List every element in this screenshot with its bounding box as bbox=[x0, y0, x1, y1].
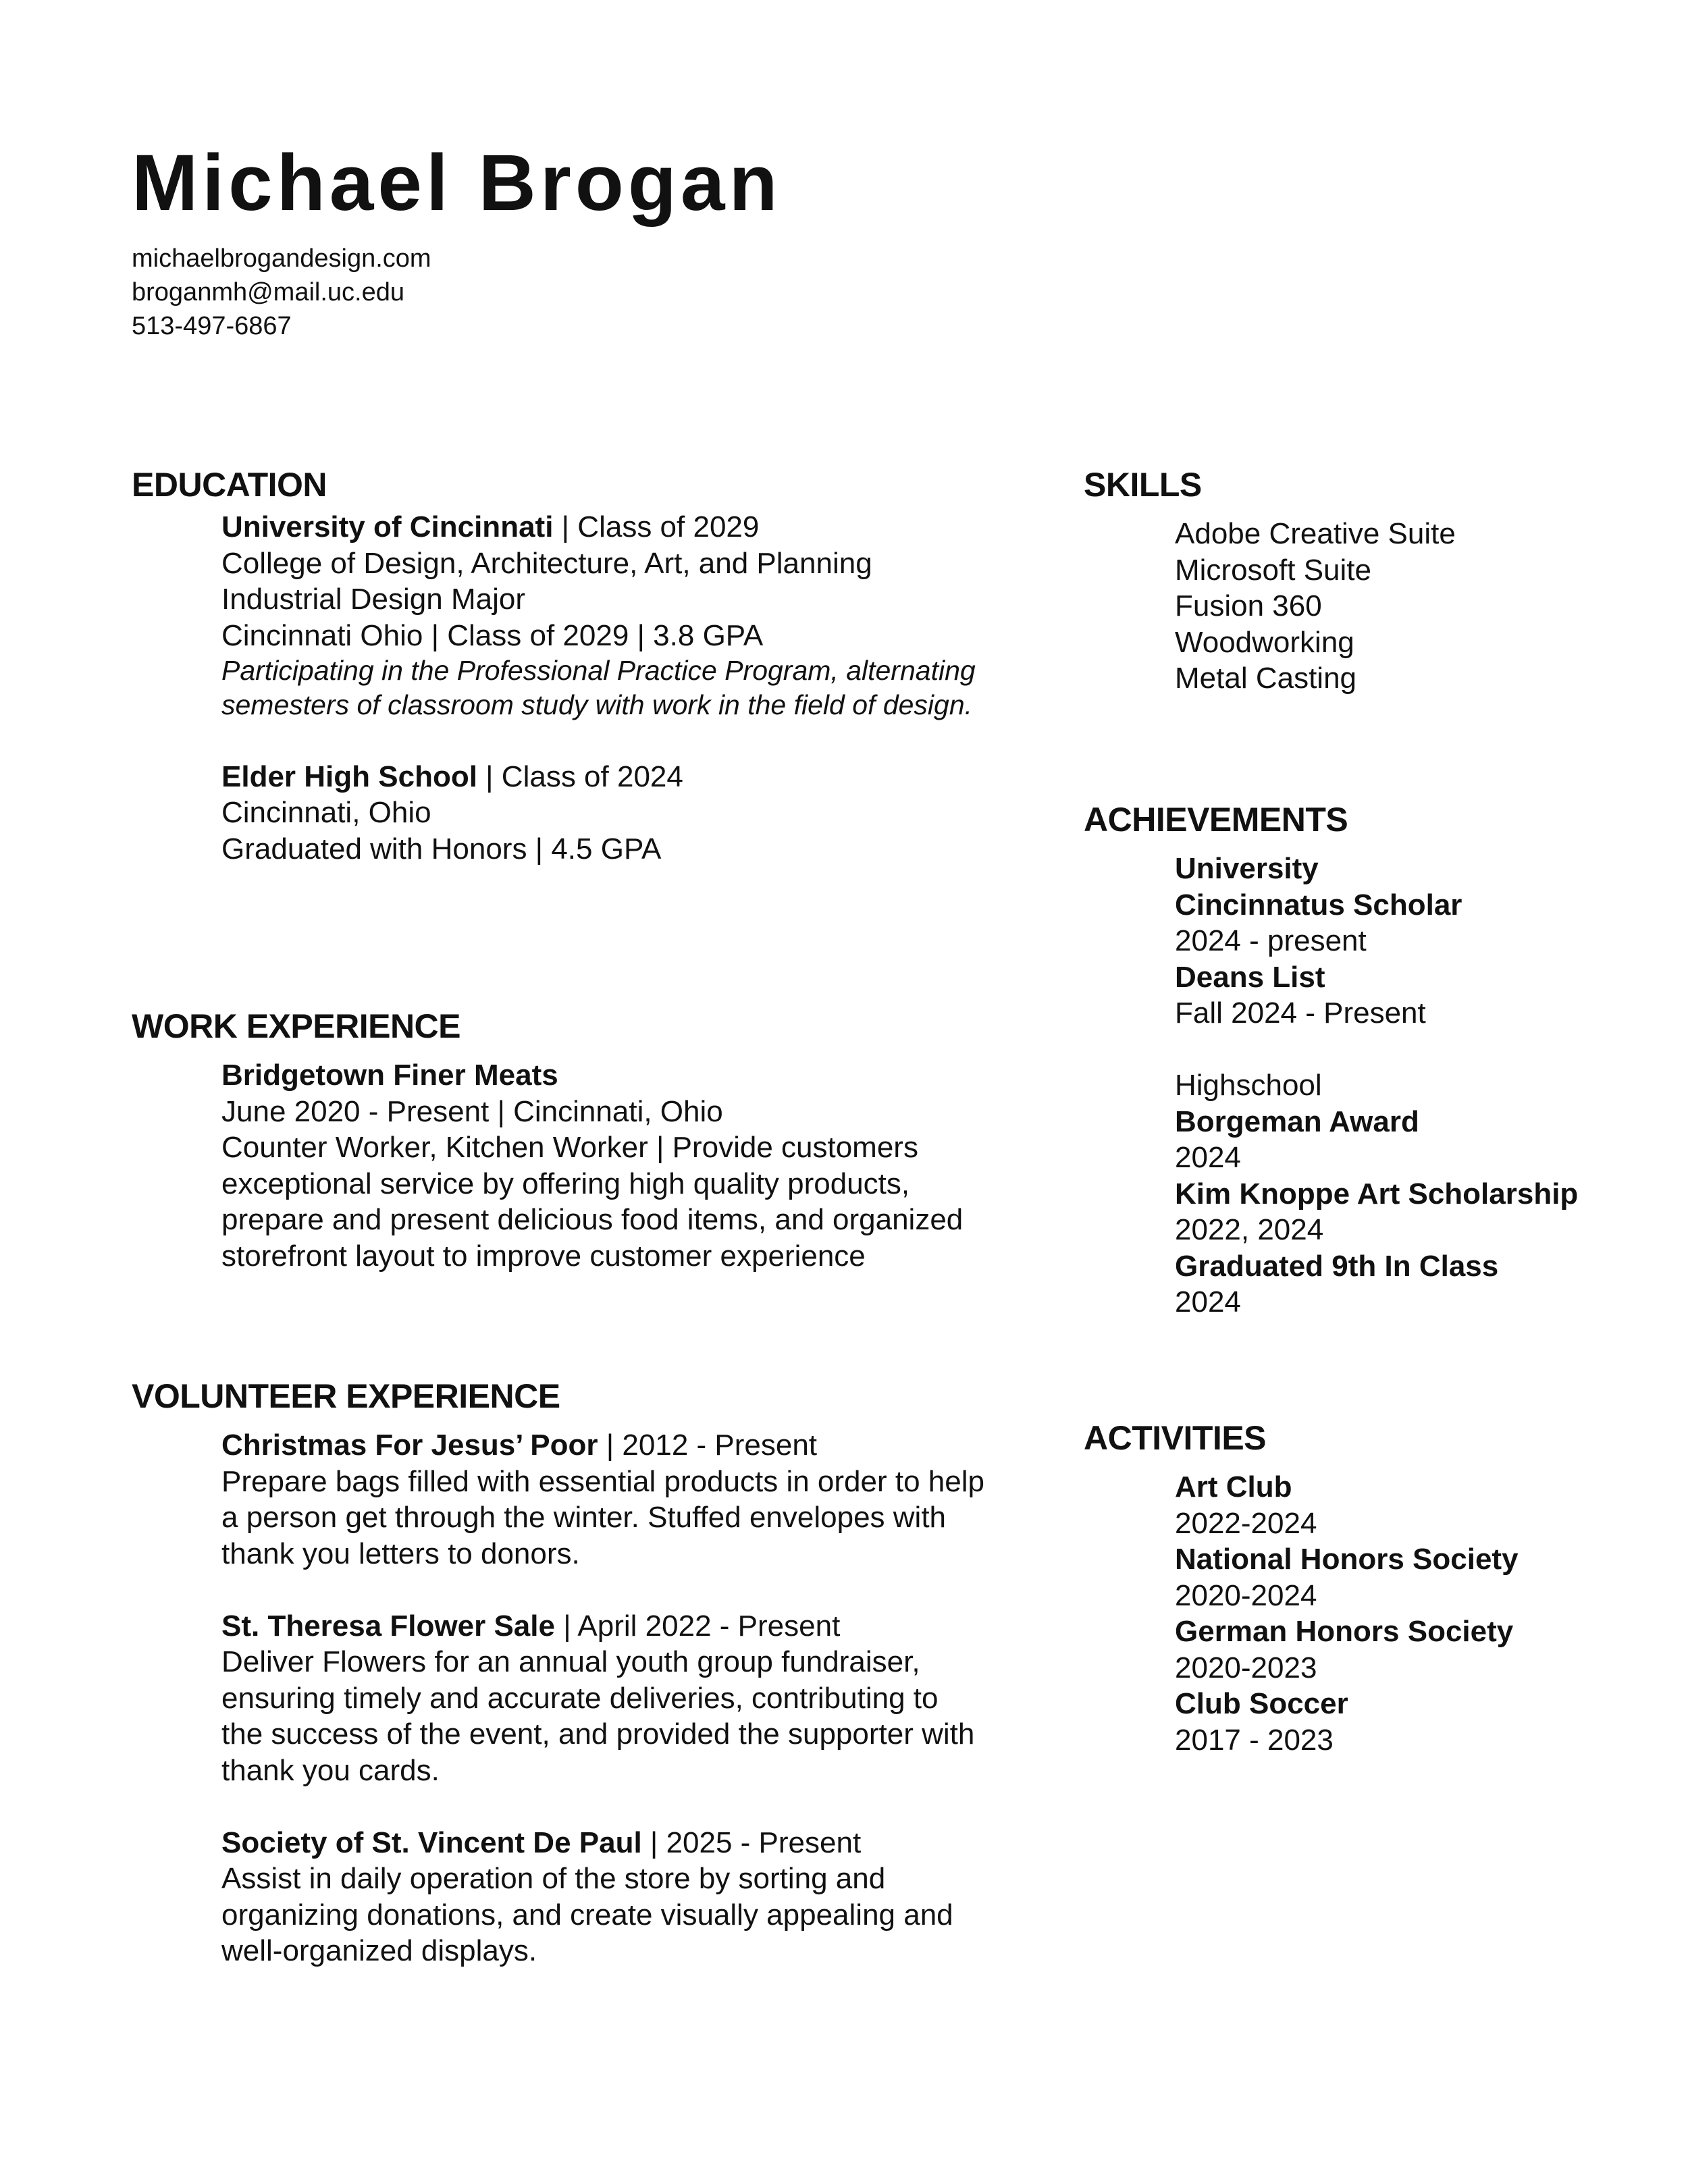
elder-location: Cincinnati, Ohio bbox=[221, 796, 431, 829]
volunteer-org: St. Theresa Flower Sale bbox=[221, 1609, 555, 1643]
achievement-name: Deans List bbox=[1175, 960, 1325, 994]
volunteer-dates: | April 2022 - Present bbox=[554, 1609, 841, 1643]
volunteer-org-line bbox=[221, 1608, 984, 1645]
skill-item: Woodworking bbox=[1175, 625, 1354, 659]
uc-college: College of Design, Architecture, Art, and Planning bbox=[221, 546, 872, 580]
volunteer-desc-line: ensuring timely and accurate deliveries, contributing to bbox=[221, 1681, 939, 1715]
volunteer-org: Christmas For Jesus’ Poor bbox=[221, 1429, 598, 1462]
volunteer-section bbox=[221, 1427, 984, 1969]
achievement-name: Graduated 9th In Class bbox=[1175, 1249, 1499, 1283]
elder-school-name: Elder High School bbox=[221, 760, 477, 793]
activity-name: Art Club bbox=[1175, 1470, 1292, 1503]
volunteer-org-line bbox=[221, 1427, 984, 1464]
education-heading: EDUCATION bbox=[132, 466, 327, 504]
achievements-highschool-heading: Highschool bbox=[1175, 1069, 1322, 1102]
skill-item: Metal Casting bbox=[1175, 662, 1357, 695]
achievement-date: 2024 bbox=[1175, 1141, 1241, 1174]
uc-major: Industrial Design Major bbox=[221, 583, 525, 616]
work-dates: June 2020 - Present | Cincinnati, Ohio bbox=[221, 1094, 723, 1128]
volunteer-desc-line: the success of the event, and provided the supporter with bbox=[221, 1717, 975, 1751]
skill-item: Fusion 360 bbox=[1175, 589, 1322, 622]
volunteer-desc-line: organizing donations, and create visually appealing and bbox=[221, 1898, 953, 1932]
achievement-date: 2024 bbox=[1175, 1285, 1241, 1319]
elder-school-line bbox=[221, 759, 976, 795]
work-desc-line: storefront layout to improve customer experience bbox=[221, 1239, 866, 1273]
uc-class: | Class of 2029 bbox=[553, 510, 760, 543]
volunteer-desc-line: thank you letters to donors. bbox=[221, 1537, 580, 1570]
achievements-section bbox=[1175, 851, 1578, 1321]
volunteer-desc-line: Deliver Flowers for an annual youth group fundraiser, bbox=[221, 1645, 920, 1678]
uc-school-line bbox=[221, 509, 976, 545]
skills-list bbox=[1175, 516, 1456, 697]
work-heading: WORK EXPERIENCE bbox=[132, 1007, 461, 1045]
volunteer-heading: VOLUNTEER EXPERIENCE bbox=[132, 1377, 560, 1415]
achievements-university-heading: University bbox=[1175, 852, 1319, 885]
volunteer-org-line bbox=[221, 1825, 984, 1861]
activity-name: German Honors Society bbox=[1175, 1615, 1514, 1648]
email-link[interactable]: broganmh@mail.uc.edu bbox=[132, 278, 405, 307]
uc-school-name: University of Cincinnati bbox=[221, 510, 554, 543]
achievement-name: Cincinnatus Scholar bbox=[1175, 888, 1462, 922]
achievement-date: 2024 - present bbox=[1175, 924, 1367, 957]
volunteer-desc-line: Assist in daily operation of the store by sorting and bbox=[221, 1862, 886, 1895]
volunteer-dates: | 2012 - Present bbox=[598, 1429, 818, 1462]
elder-honors: Graduated with Honors | 4.5 GPA bbox=[221, 832, 662, 865]
activity-name: National Honors Society bbox=[1175, 1543, 1519, 1576]
work-desc-line: exceptional service by offering high quality products, bbox=[221, 1167, 910, 1200]
uc-note-line-2: semesters of classroom study with work in the field of design. bbox=[221, 689, 973, 720]
volunteer-org: Society of St. Vincent De Paul bbox=[221, 1826, 642, 1859]
volunteer-desc-line: thank you cards. bbox=[221, 1753, 440, 1787]
achievements-heading: ACHIEVEMENTS bbox=[1084, 801, 1348, 838]
skills-heading: SKILLS bbox=[1084, 466, 1202, 504]
achievement-date: Fall 2024 - Present bbox=[1175, 996, 1426, 1030]
work-desc-line: Counter Worker, Kitchen Worker | Provide customers bbox=[221, 1131, 918, 1164]
skill-item: Microsoft Suite bbox=[1175, 553, 1371, 587]
activities-section bbox=[1175, 1469, 1519, 1758]
activity-date: 2020-2024 bbox=[1175, 1578, 1317, 1612]
phone-number: 513-497-6867 bbox=[132, 312, 292, 340]
contact-info bbox=[132, 242, 431, 343]
work-section bbox=[221, 1057, 963, 1274]
uc-note-line-1: Participating in the Professional Practice Program, alternating bbox=[221, 655, 976, 686]
resume-name: Michael Brogan bbox=[132, 138, 782, 228]
volunteer-desc-line: Prepare bags filled with essential products in order to help bbox=[221, 1464, 984, 1498]
activity-name: Club Soccer bbox=[1175, 1687, 1348, 1720]
activity-date: 2017 - 2023 bbox=[1175, 1723, 1334, 1757]
activity-date: 2022-2024 bbox=[1175, 1506, 1317, 1540]
skill-item: Adobe Creative Suite bbox=[1175, 517, 1456, 550]
volunteer-desc-line: well-organized displays. bbox=[221, 1934, 537, 1967]
achievement-name: Borgeman Award bbox=[1175, 1104, 1419, 1138]
volunteer-dates: | 2025 - Present bbox=[641, 1826, 862, 1859]
achievement-name: Kim Knoppe Art Scholarship bbox=[1175, 1177, 1579, 1210]
uc-details: Cincinnati Ohio | Class of 2029 | 3.8 GPA bbox=[221, 618, 764, 652]
elder-class: | Class of 2024 bbox=[477, 760, 683, 793]
volunteer-desc-line: a person get through the winter. Stuffed envelopes with bbox=[221, 1501, 947, 1534]
work-desc-line: prepare and present delicious food items, and organized bbox=[221, 1203, 964, 1236]
achievement-date: 2022, 2024 bbox=[1175, 1213, 1324, 1246]
activities-heading: ACTIVITIES bbox=[1084, 1419, 1267, 1457]
website-link[interactable]: michaelbrogandesign.com bbox=[132, 244, 431, 273]
work-employer: Bridgetown Finer Meats bbox=[221, 1059, 558, 1092]
activity-date: 2020-2023 bbox=[1175, 1651, 1317, 1684]
education-section bbox=[221, 509, 976, 867]
